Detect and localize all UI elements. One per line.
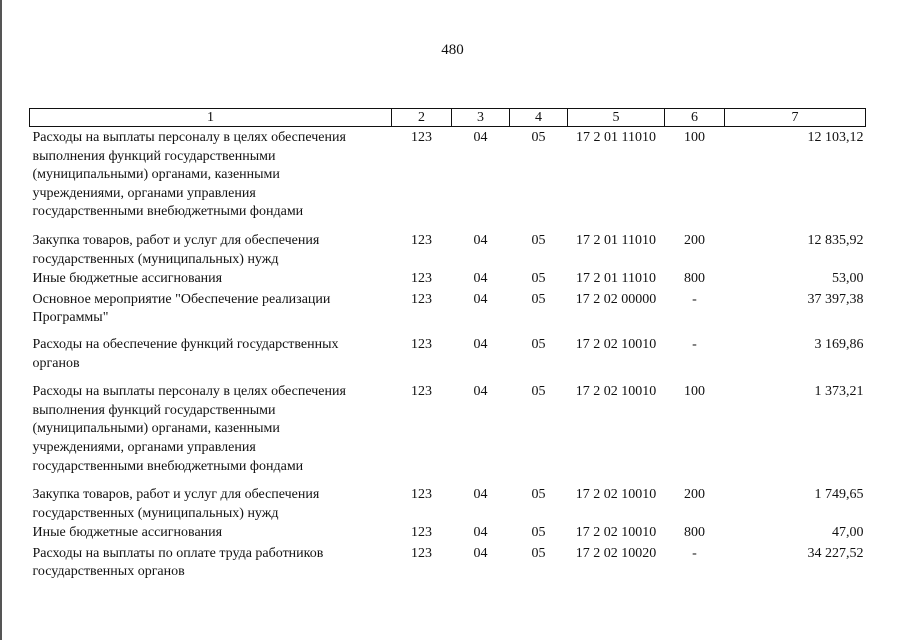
description-line: учреждениями, органами управления	[32, 185, 256, 201]
table-row	[30, 269, 866, 289]
cell-expense-type: -	[692, 291, 697, 307]
cell-amount: 47,00	[832, 525, 864, 541]
description-line: государственными внебюджетными фондами	[32, 204, 304, 220]
cell-target-article: 17 2 02 10020	[575, 545, 657, 561]
table-row	[30, 523, 866, 543]
cell-code-2: 123	[411, 336, 432, 352]
description-line: государственными внебюджетными фондами	[32, 458, 304, 474]
table-row	[30, 127, 866, 222]
cell-target-article: 17 2 02 10010	[575, 525, 657, 541]
table-body	[30, 127, 866, 583]
cell-amount: 12 835,92	[807, 232, 864, 248]
cell-section: 04	[473, 336, 488, 352]
column-header: 2	[392, 109, 452, 127]
column-header: 6	[665, 109, 725, 127]
description-line: Иные бюджетные ассигнования	[32, 525, 223, 541]
cell-target-article: 17 2 02 10010	[575, 487, 657, 503]
cell-expense-type: 200	[684, 232, 705, 248]
row-description	[30, 543, 392, 582]
cell-subsection: 05	[531, 271, 546, 287]
cell-target-article: 17 2 01 11010	[576, 271, 656, 287]
cell-code-2: 123	[411, 291, 432, 307]
cell-section: 04	[473, 487, 488, 503]
table-row	[30, 543, 866, 582]
column-header: 7	[725, 109, 866, 127]
description-line: выполнения функций государственными	[32, 402, 276, 418]
cell-expense-type: 800	[684, 525, 705, 541]
cell-target-article: 17 2 01 11010	[576, 232, 656, 248]
row-description	[30, 269, 392, 289]
cell-target-article: 17 2 02 00000	[575, 291, 657, 307]
column-header: 4	[510, 109, 568, 127]
table-row	[30, 373, 866, 476]
cell-subsection: 05	[531, 232, 546, 248]
row-description	[30, 523, 392, 543]
cell-section: 04	[473, 545, 488, 561]
description-line: государственных (муниципальных) нужд	[32, 251, 279, 267]
cell-expense-type: 100	[684, 130, 705, 145]
cell-expense-type: 200	[684, 487, 705, 503]
cell-section: 04	[473, 271, 488, 287]
row-description	[30, 373, 392, 476]
column-header: 3	[452, 109, 510, 127]
description-line: государственных органов	[32, 564, 185, 580]
row-description	[30, 328, 392, 373]
cell-code-2: 123	[411, 384, 432, 400]
description-line: органов	[32, 355, 80, 371]
cell-section: 04	[473, 525, 488, 541]
cell-subsection: 05	[531, 525, 546, 541]
description-line: Программы"	[32, 310, 109, 326]
cell-subsection: 05	[531, 384, 546, 400]
cell-section: 04	[473, 291, 488, 307]
cell-subsection: 05	[531, 487, 546, 503]
description-line: Иные бюджетные ассигнования	[32, 271, 223, 287]
table-row	[30, 289, 866, 328]
description-line: Расходы на обеспечение функций государственных	[32, 336, 339, 352]
description-line: выполнения функций государственными	[32, 148, 276, 164]
cell-section: 04	[473, 232, 488, 248]
page-left-edge	[0, 0, 2, 640]
header-row	[30, 109, 866, 127]
table-row	[30, 328, 866, 373]
cell-expense-type: 100	[684, 384, 705, 400]
table-row	[30, 476, 866, 523]
cell-code-2: 123	[411, 232, 432, 248]
cell-code-2: 123	[411, 130, 432, 145]
cell-amount: 37 397,38	[807, 291, 864, 307]
table-row	[30, 222, 866, 269]
description-line: Закупка товаров, работ и услуг для обеспечения	[32, 232, 320, 248]
cell-section: 04	[473, 130, 488, 145]
row-description	[30, 222, 392, 269]
description-line: Расходы на выплаты по оплате труда работников	[32, 545, 324, 561]
description-line: Основное мероприятие "Обеспечение реализации	[32, 291, 331, 307]
row-description	[30, 289, 392, 328]
cell-target-article: 17 2 01 11010	[576, 130, 656, 145]
cell-subsection: 05	[531, 545, 546, 561]
cell-expense-type: -	[692, 545, 697, 561]
description-line: (муниципальными) органами, казенными	[32, 167, 280, 183]
cell-subsection: 05	[531, 336, 546, 352]
page-number: 480	[441, 42, 464, 58]
cell-code-2: 123	[411, 271, 432, 287]
description-line: Расходы на выплаты персоналу в целях обеспечения	[32, 384, 346, 400]
cell-subsection: 05	[531, 130, 546, 145]
column-header: 5	[568, 109, 665, 127]
description-line: (муниципальными) органами, казенными	[32, 421, 280, 437]
cell-amount: 3 169,86	[814, 336, 864, 352]
cell-section: 04	[473, 384, 488, 400]
cell-code-2: 123	[411, 525, 432, 541]
cell-amount: 34 227,52	[807, 545, 864, 561]
description-line: государственных (муниципальных) нужд	[32, 505, 279, 521]
cell-expense-type: 800	[684, 271, 705, 287]
column-header: 1	[30, 109, 392, 127]
row-description	[30, 127, 392, 222]
cell-expense-type: -	[692, 336, 697, 352]
cell-target-article: 17 2 02 10010	[575, 336, 657, 352]
cell-amount: 1 373,21	[814, 384, 864, 400]
cell-code-2: 123	[411, 545, 432, 561]
cell-amount: 12 103,12	[807, 130, 864, 145]
row-description	[30, 476, 392, 523]
description-line: учреждениями, органами управления	[32, 439, 256, 455]
description-line: Расходы на выплаты персоналу в целях обеспечения	[32, 130, 346, 145]
cell-amount: 1 749,65	[814, 487, 864, 503]
cell-target-article: 17 2 02 10010	[575, 384, 657, 400]
cell-code-2: 123	[411, 487, 432, 503]
cell-amount: 53,00	[832, 271, 864, 287]
description-line: Закупка товаров, работ и услуг для обеспечения	[32, 487, 320, 503]
budget-table	[29, 108, 866, 582]
cell-subsection: 05	[531, 291, 546, 307]
